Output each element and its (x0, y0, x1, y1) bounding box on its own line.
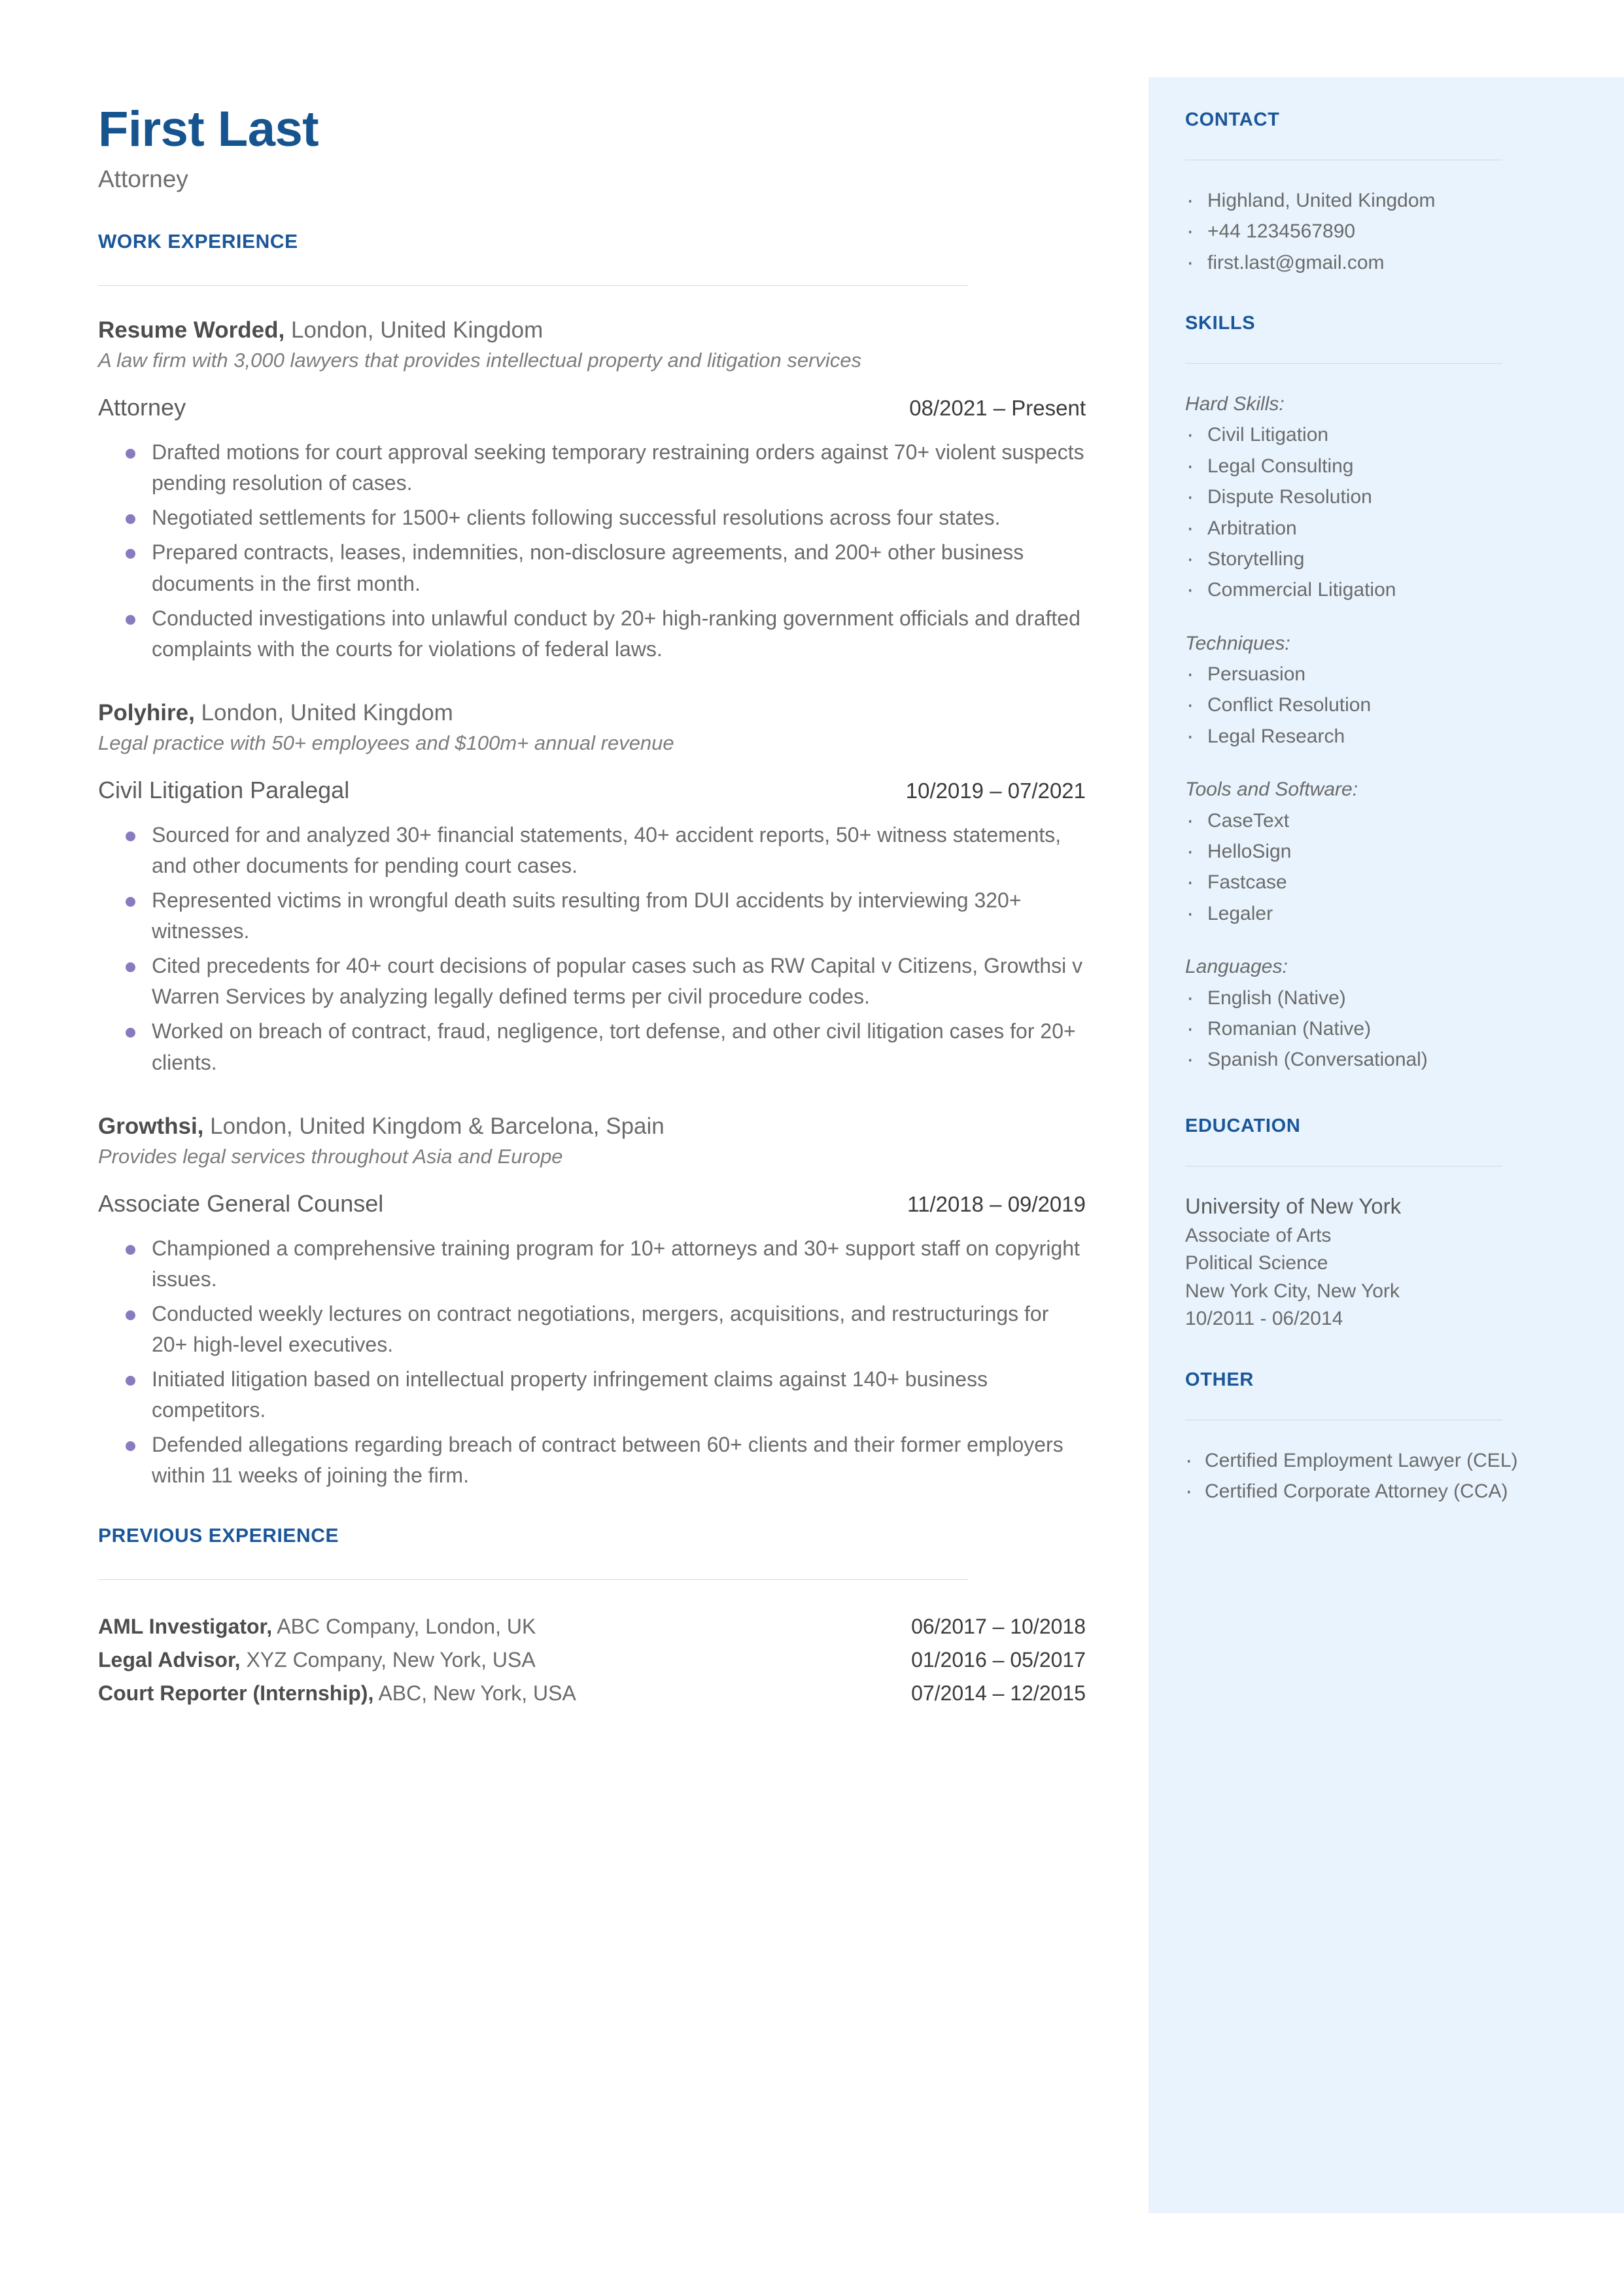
page-title: First Last (98, 101, 319, 157)
education-dates: 10/2011 - 06/2014 (1185, 1308, 1343, 1330)
contact-section (1185, 110, 1551, 278)
list-item: · Commercial Litigation (1185, 574, 1551, 605)
skills-group-list (1185, 419, 1551, 605)
job-dates: 08/2021 – Present (909, 396, 1086, 421)
skills-section (1185, 313, 1551, 1076)
job-company-description: A law firm with 3,000 lawyers that provides intellectual property and litigation services (98, 349, 862, 372)
job-title-row (98, 393, 1086, 421)
list-item: · CaseText (1185, 805, 1551, 836)
list-item (98, 1677, 1086, 1710)
list-item: · Certified Employment Lawyer (CEL) (1185, 1445, 1551, 1476)
job-company-description: Legal practice with 50+ employees and $100m+ annual revenue (98, 731, 674, 755)
previous-role-dates: 07/2014 – 12/2015 (911, 1681, 1086, 1705)
job-title: Associate General Counsel (98, 1190, 384, 1218)
list-item (98, 1610, 1086, 1643)
job-dates: 10/2019 – 07/2021 (905, 779, 1086, 803)
previous-role-detail: ABC, New York, USA (373, 1681, 576, 1705)
job-company-location: London, United Kingdom (285, 317, 544, 343)
list-item: · Storytelling (1185, 544, 1551, 574)
list-item: · Romanian (Native) (1185, 1013, 1551, 1044)
job-company-line (98, 699, 1086, 727)
job-entry (98, 1112, 1086, 1492)
education-heading: EDUCATION (1185, 1115, 1301, 1136)
work-experience-heading: WORK EXPERIENCE (98, 230, 298, 253)
job-title: Civil Litigation Paralegal (98, 777, 350, 804)
list-item: Drafted motions for court approval seeking temporary restraining orders against 70+ violent suspects pending resolution of cases. (98, 437, 1086, 499)
previous-role-title: Court Reporter (Internship), (98, 1681, 374, 1705)
job-dates: 11/2018 – 09/2019 (907, 1192, 1086, 1217)
sidebar (1149, 77, 1624, 2213)
skills-group-list (1185, 983, 1551, 1076)
previous-role-dates: 01/2016 – 05/2017 (911, 1648, 1086, 1672)
skills-group-hard-skills (1185, 389, 1551, 606)
contact-list (1185, 185, 1551, 278)
list-item: · Fastcase (1185, 867, 1551, 898)
list-item: · Conflict Resolution (1185, 690, 1551, 720)
list-item: · Highland, United Kingdom (1185, 185, 1551, 216)
list-item: · HelloSign (1185, 836, 1551, 867)
previous-role-detail: ABC Company, London, UK (272, 1615, 536, 1639)
list-item: · Spanish (Conversational) (1185, 1044, 1551, 1075)
job-title: Attorney (98, 394, 186, 421)
education-location: New York City, New York (1185, 1280, 1400, 1302)
list-item: · Arbitration (1185, 513, 1551, 544)
list-item: Sourced for and analyzed 30+ financial statements, 40+ accident reports, 50+ witness statements, and other documents for pending court cases. (98, 820, 1086, 881)
previous-role-detail: XYZ Company, New York, USA (240, 1648, 536, 1672)
previous-role-dates: 06/2017 – 10/2018 (911, 1615, 1086, 1639)
education-degree: Associate of Arts (1185, 1224, 1332, 1246)
previous-role-title: AML Investigator, (98, 1615, 273, 1639)
job-company-name: Polyhire, (98, 699, 195, 726)
skills-group-tools-and-software (1185, 774, 1551, 929)
previous-role-line (98, 1643, 536, 1677)
skills-group-techniques (1185, 628, 1551, 752)
list-item: · Persuasion (1185, 659, 1551, 690)
list-item: Defended allegations regarding breach of contract between 60+ clients and their former employers within 11 weeks of joining the firm. (98, 1429, 1086, 1491)
job-company-name: Resume Worded, (98, 317, 285, 343)
skills-group-label: Languages: (1185, 956, 1288, 978)
job-entry (98, 699, 1086, 1078)
skills-divider (1185, 363, 1502, 364)
education-school: University of New York (1185, 1193, 1402, 1218)
previous-experience-divider (98, 1579, 968, 1580)
previous-role-title: Legal Advisor, (98, 1648, 241, 1672)
job-bullets (98, 1233, 1086, 1491)
list-item: · +44 1234567890 (1185, 216, 1551, 247)
skills-group-list (1185, 659, 1551, 752)
list-item: · Certified Corporate Attorney (CCA) (1185, 1476, 1551, 1507)
job-title-row (98, 776, 1086, 804)
education-section (1185, 1116, 1551, 1333)
list-item: Worked on breach of contract, fraud, negligence, tort defense, and other civil litigation cases for 20+ clients. (98, 1016, 1086, 1077)
list-item: Initiated litigation based on intellectual property infringement claims against 140+ business competitors. (98, 1364, 1086, 1426)
list-item: Championed a comprehensive training program for 10+ attorneys and 30+ support staff on copyright issues. (98, 1233, 1086, 1295)
job-company-line (98, 316, 1086, 345)
previous-experience-heading: PREVIOUS EXPERIENCE (98, 1525, 339, 1547)
list-item: Prepared contracts, leases, indemnities, non-disclosure agreements, and 200+ other business documents in the first month. (98, 537, 1086, 599)
job-company-description: Provides legal services throughout Asia and Europe (98, 1145, 563, 1168)
skills-group-label: Techniques: (1185, 632, 1290, 654)
job-company-name: Growthsi, (98, 1113, 204, 1139)
contact-heading: CONTACT (1185, 109, 1280, 130)
skills-group-list (1185, 805, 1551, 930)
job-entry (98, 316, 1086, 665)
list-item (98, 1643, 1086, 1677)
previous-experience-list (98, 1610, 1086, 1709)
education-field: Political Science (1185, 1252, 1328, 1274)
job-bullets (98, 820, 1086, 1077)
list-item: · first.last@gmail.com (1185, 247, 1551, 278)
skills-heading: SKILLS (1185, 313, 1256, 334)
list-item: · Civil Litigation (1185, 419, 1551, 450)
list-item: Conducted weekly lectures on contract negotiations, mergers, acquisitions, and restructurings for 20+ high-level executives. (98, 1299, 1086, 1360)
job-company-location: London, United Kingdom (194, 699, 453, 726)
main-column (98, 101, 1086, 1709)
previous-role-line (98, 1610, 536, 1643)
work-experience-divider (98, 285, 968, 286)
job-company-line (98, 1112, 1086, 1141)
header-role: Attorney (98, 166, 188, 192)
list-item: · Legaler (1185, 898, 1551, 929)
list-item: · Dispute Resolution (1185, 482, 1551, 512)
list-item: Cited precedents for 40+ court decisions of popular cases such as RW Capital v Citizens, Growthsi v Warren Services by analyzing legally defined terms per civil procedure codes. (98, 951, 1086, 1012)
list-item: Negotiated settlements for 1500+ clients following successful resolutions across four states. (98, 502, 1086, 533)
list-item: Represented victims in wrongful death suits resulting from DUI accidents by interviewing 320+ witnesses. (98, 885, 1086, 947)
job-title-row (98, 1189, 1086, 1218)
other-heading: OTHER (1185, 1369, 1254, 1390)
skills-group-label: Tools and Software: (1185, 779, 1358, 801)
list-item: Conducted investigations into unlawful conduct by 20+ high-ranking government officials and drafted complaints with the courts for violations of federal laws. (98, 603, 1086, 665)
previous-role-line (98, 1677, 576, 1710)
skills-group-languages (1185, 951, 1551, 1076)
other-section (1185, 1370, 1551, 1507)
job-company-location: London, United Kingdom & Barcelona, Spain (203, 1113, 665, 1139)
job-bullets (98, 437, 1086, 664)
skills-group-label: Hard Skills: (1185, 393, 1285, 415)
list-item: · Legal Consulting (1185, 451, 1551, 482)
list-item: · Legal Research (1185, 721, 1551, 752)
list-item: · English (Native) (1185, 983, 1551, 1013)
